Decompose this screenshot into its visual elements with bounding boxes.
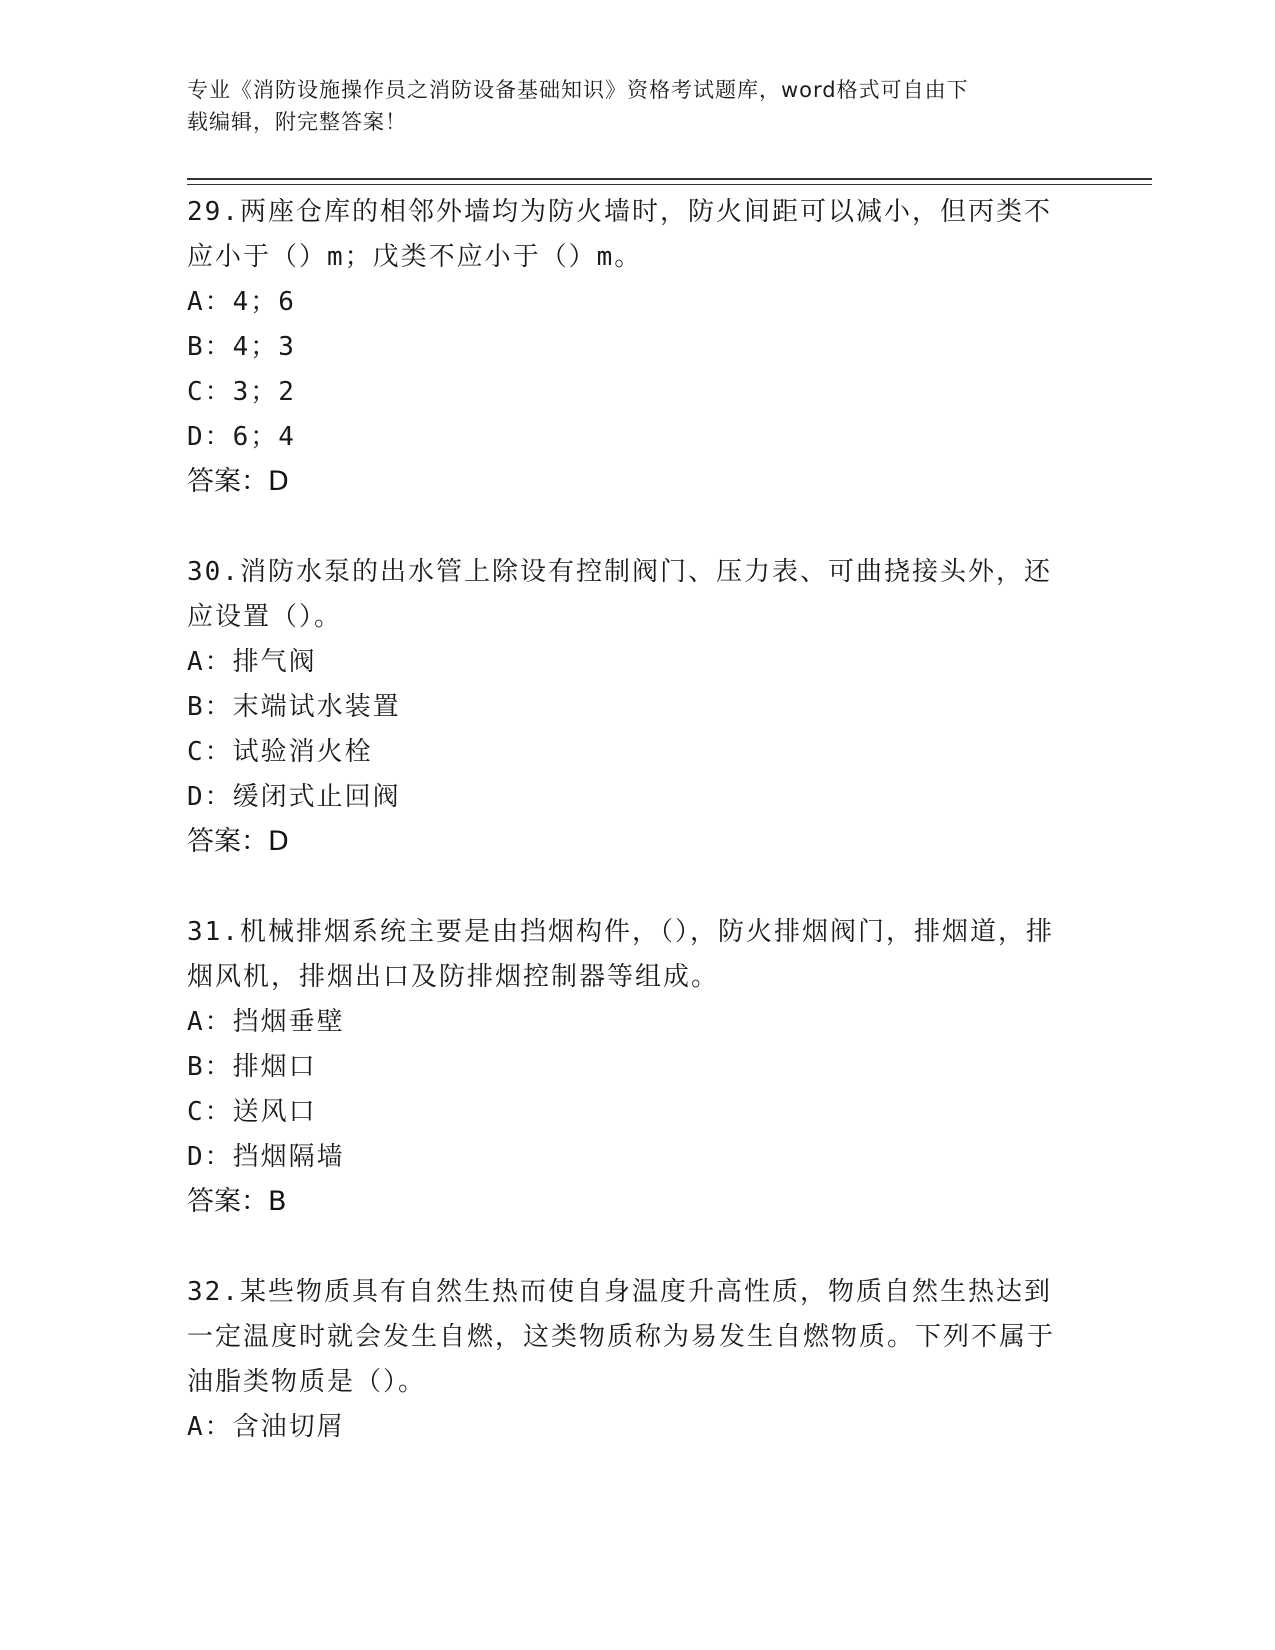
header-divider-thick — [187, 178, 1152, 180]
option-a: A：含油切屑 — [187, 1412, 345, 1442]
option-d: D：6；4 — [187, 422, 296, 452]
option-b: B：4；3 — [187, 332, 296, 362]
option-b: B：末端试水装置 — [187, 692, 401, 722]
option-c: C：3；2 — [187, 377, 296, 407]
option-d: D：缓闭式止回阀 — [187, 782, 401, 812]
answer-line: 答案：B — [187, 1186, 287, 1217]
option-c: C：送风口 — [187, 1097, 317, 1127]
question-stem: 32.某些物质具有自然生热而使自身温度升高性质，物质自然生热达到一定温度时就会发生自燃，这类物质称为易发生自燃物质。下列不属于油脂类物质是（）。 — [187, 1277, 1056, 1397]
question-stem: 30.消防水泵的出水管上除设有控制阀门、压力表、可曲挠接头外，还应设置（）。 — [187, 557, 1052, 632]
option-a: A：4；6 — [187, 287, 296, 317]
question-stem: 29.两座仓库的相邻外墙均为防火墙时，防火间距可以减小，但丙类不应小于（）m；戊类不应小于（）m。 — [187, 197, 1052, 272]
question-29 — [187, 190, 1077, 504]
question-31 — [187, 910, 1077, 1224]
header-line-1: 专业《消防设施操作员之消防设备基础知识》资格考试题库，word格式可自由下 — [187, 78, 969, 102]
question-list — [187, 190, 1077, 1496]
option-b: B：排烟口 — [187, 1052, 317, 1082]
answer-line: 答案：D — [187, 466, 289, 497]
question-30 — [187, 550, 1077, 864]
header-line-2: 载编辑，附完整答案！ — [187, 110, 407, 134]
option-d: D：挡烟隔墙 — [187, 1142, 345, 1172]
option-a: A：挡烟垂壁 — [187, 1007, 345, 1037]
option-c: C：试验消火栓 — [187, 737, 373, 767]
question-32 — [187, 1270, 1077, 1450]
header-divider-thin — [187, 184, 1152, 185]
answer-line: 答案：D — [187, 826, 289, 857]
document-header — [187, 74, 1067, 138]
option-a: A：排气阀 — [187, 647, 317, 677]
question-stem: 31.机械排烟系统主要是由挡烟构件，（），防火排烟阀门，排烟道，排烟风机，排烟出口及防排烟控制器等组成。 — [187, 917, 1054, 992]
